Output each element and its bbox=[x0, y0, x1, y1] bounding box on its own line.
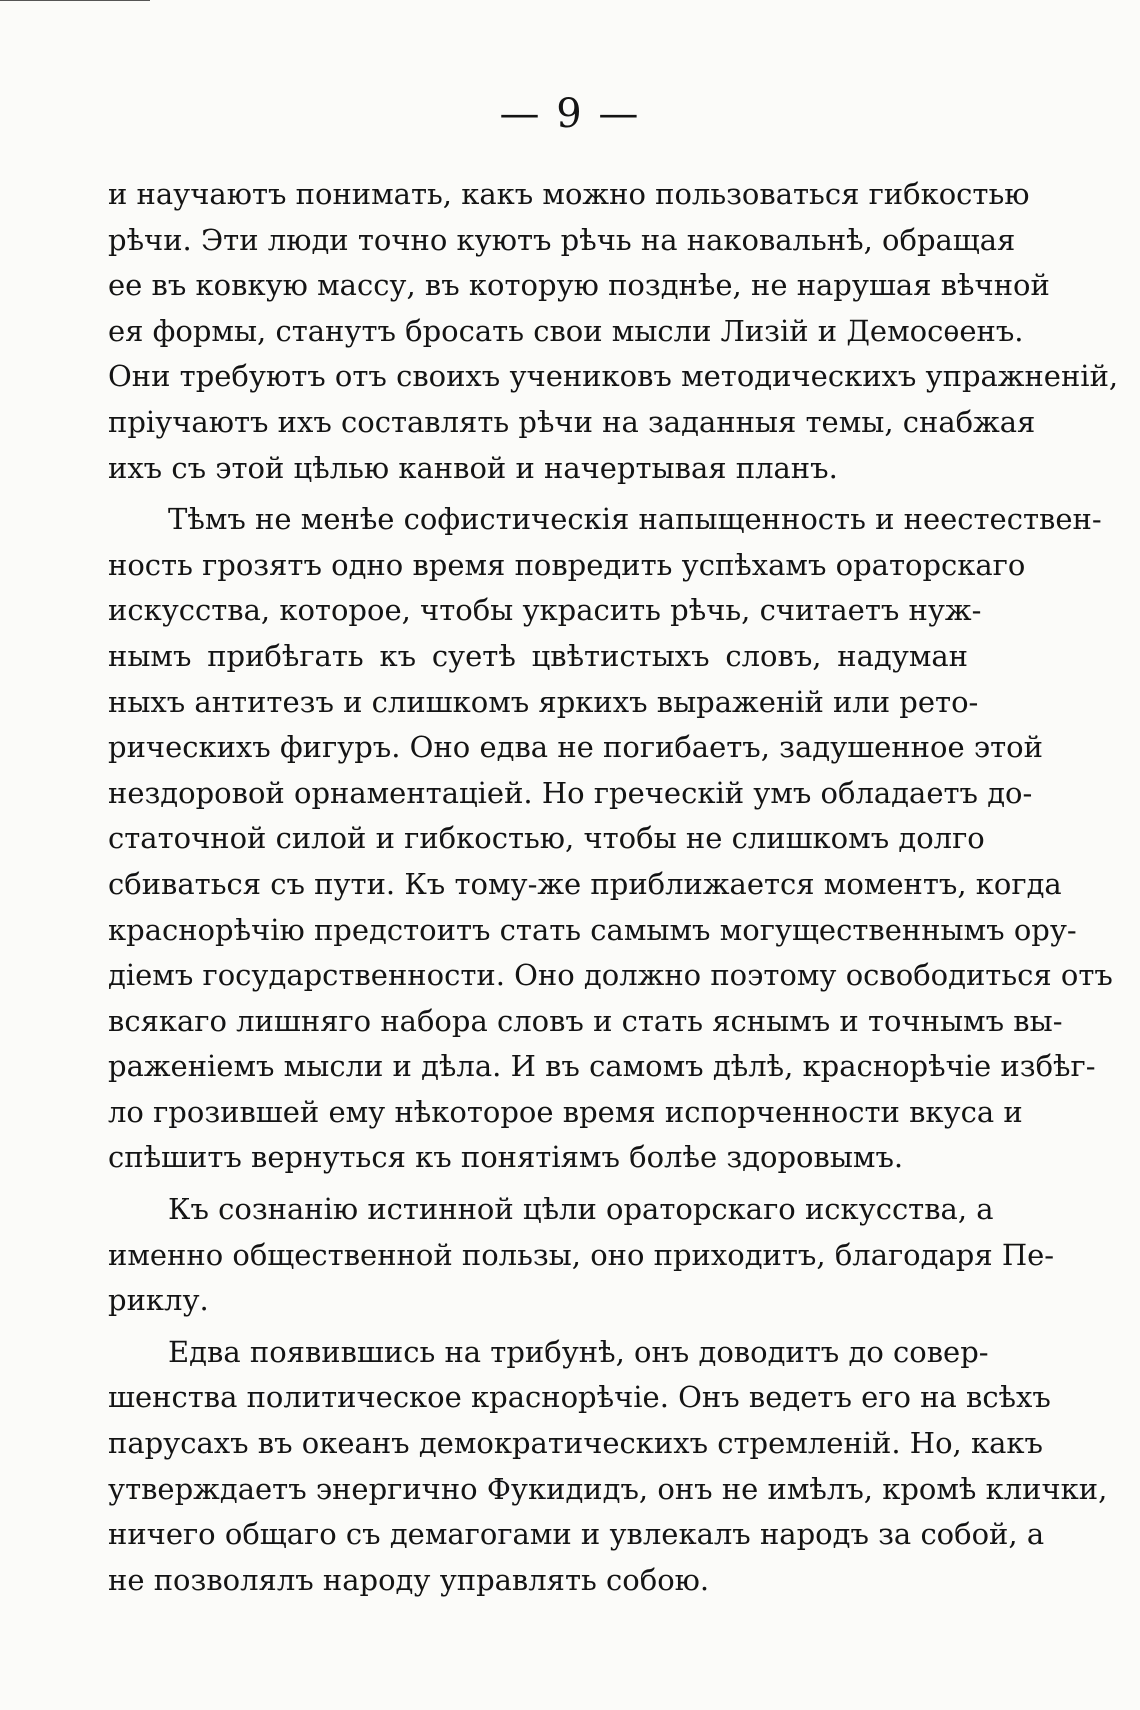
text-line: риклу. bbox=[108, 1283, 209, 1318]
text-line: искусства, которое, чтобы украсить рѣчь, считаетъ нуж- bbox=[108, 593, 982, 628]
text-line: всякаго лишняго набора словъ и стать яснымъ и точнымъ вы- bbox=[108, 1003, 1063, 1038]
text-line: рическихъ фигуръ. Оно едва не погибаетъ, задушенное этой bbox=[108, 730, 1043, 765]
text-line: нымъ прибѣгать къ суетѣ цвѣтистыхъ словъ, надуман bbox=[108, 638, 968, 673]
text-line: раженіемъ мысли и дѣла. И въ самомъ дѣлѣ, краснорѣчіе избѣг- bbox=[108, 1049, 1096, 1084]
text-line: Къ сознанію истинной цѣли ораторскаго искусства, а bbox=[168, 1192, 994, 1227]
text-line: сбиваться съ пути. Къ тому-же приближается моментъ, когда bbox=[108, 866, 1062, 901]
text-line: Тѣмъ не менѣе софистическія напыщенность и неестествен- bbox=[168, 502, 1102, 537]
text-line: парусахъ въ океанъ демократическихъ стремленій. Но, какъ bbox=[108, 1426, 1043, 1461]
text-line: спѣшитъ вернуться къ понятіямъ болѣе здоровымъ. bbox=[108, 1140, 904, 1175]
text-line: Едва появившись на трибунѣ, онъ доводитъ до совер- bbox=[168, 1334, 989, 1369]
text-line: рѣчи. Эти люди точно куютъ рѣчь на наковальнѣ, обращая bbox=[108, 222, 1016, 257]
body-text bbox=[108, 172, 1119, 1603]
text-line: Они требуютъ отъ своихъ учениковъ методическихъ упражненій, bbox=[108, 359, 1119, 394]
text-line: ность грозятъ одно время повредить успѣхамъ ораторскаго bbox=[108, 547, 1026, 582]
text-line: ея формы, станутъ бросать свои мысли Лизій и Демосѳенъ. bbox=[108, 313, 1024, 348]
text-line: статочной силой и гибкостью, чтобы не слишкомъ долго bbox=[108, 821, 985, 856]
text-line: шенства политическое краснорѣчіе. Онъ ведетъ его на всѣхъ bbox=[108, 1380, 1051, 1415]
text-line: ее въ ковкую массу, въ которую позднѣе, не нарушая вѣчной bbox=[108, 268, 1050, 303]
text-line: ничего общаго съ демагогами и увлекалъ народъ за собой, а bbox=[108, 1517, 1045, 1552]
text-line: не позволялъ народу управлять собою. bbox=[108, 1562, 710, 1597]
text-line: ихъ съ этой цѣлью канвой и начертывая планъ. bbox=[108, 450, 838, 485]
text-line: пріучаютъ ихъ составлять рѣчи на заданныя темы, снабжая bbox=[108, 404, 1036, 439]
text-line: краснорѣчію предстоитъ стать самымъ могущественнымъ ору- bbox=[108, 912, 1077, 947]
text-line: нездоровой орнаментаціей. Но греческій умъ обладаетъ до- bbox=[108, 775, 1033, 810]
top-rule bbox=[0, 0, 150, 1]
text-line: и научаютъ понимать, какъ можно пользоваться гибкостью bbox=[108, 177, 1030, 211]
text-line: именно общественной пользы, оно приходитъ, благодаря Пе- bbox=[108, 1237, 1055, 1272]
text-line: утверждаетъ энергично Фукидидъ, онъ не имѣлъ, кромѣ клички, bbox=[108, 1471, 1108, 1506]
text-line: ло грозившей ему нѣкоторое время испорченности вкуса и bbox=[108, 1094, 1023, 1129]
text-line: діемъ государственности. Оно должно поэтому освободиться отъ bbox=[108, 958, 1113, 993]
page-number-header: — 9 — bbox=[499, 91, 641, 137]
text-line: ныхъ антитезъ и слишкомъ яркихъ выраженій или рето- bbox=[108, 684, 979, 719]
